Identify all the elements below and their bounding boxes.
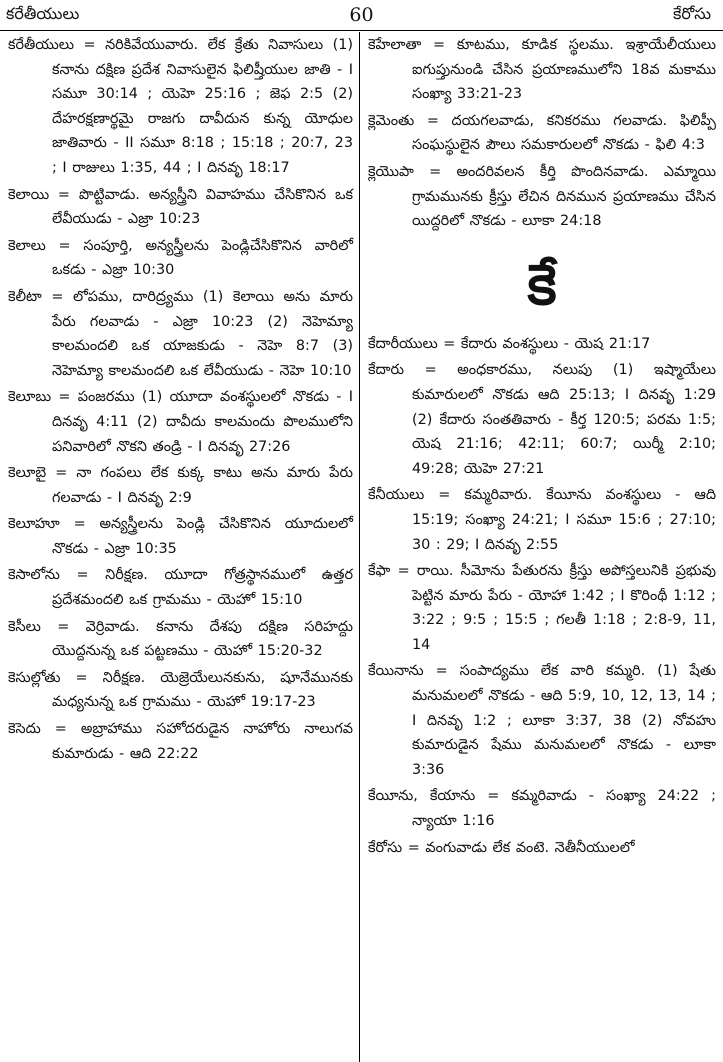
left-column [8,33,353,768]
right-column [368,33,716,862]
dictionary-entry: కెలూబు = పంజరము (1) యూదా వంశస్థులలో నొకడు - I దినవృ 4:11 (2) దావీదు కాలమందు పొలములోని పనివారిలో నొకని తండ్రి - I దినవృ 27:26 [8,389,353,455]
dictionary-entry: కేదారు = అంధకారము, నలుపు (1) ఇష్మాయేలు కుమారులలో నొకడు ఆది 25:13; I దినవృ 1:29 (2) కేదారు సంతతివారు - కీర్త 120:5; పరమ 1:5; యెష 21:16; 42:11; 60:7; యిర్మీ 2:10; 49:28; యెహె 27:21 [368,362,716,477]
dictionary-entry: కేయినాను = సంపాద్యము లేక వారి కమ్మరి. (1) షేతు మనుమలలో నొకడు - ఆది 5:9, 10, 12, 13, 14 ; I దినవృ 1:2 ; లూకా 3:37, 38 (2) నోవహు కుమారుడైన షేము మనుమలలో నొకడు - లూకా 3:36 [368,663,716,778]
dictionary-entry: కేరోసు = వంగువాడు లేక వంటె. నెతీనీయులలో [368,839,635,856]
dictionary-entry: కేనీయులు = కమ్మరివారు. కేయీను వంశస్థులు - ఆది 15:19; సంఖ్యా 24:21; I సమూ 15:6 ; 27:10; 30 : 29; I దినవృ 2:55 [368,487,716,553]
running-head-left: కరేతీయులు [6,4,80,23]
dictionary-entry: కేఫా = రాయి. సీమోను పేతురను క్రీస్తు అపోస్తలునికి ప్రభువు పెట్టిన మారు పేరు - యోహా 1:42 ; I కొరింథీ 1:12 ; 3:22 ; 9:5 ; 15:5 ; గలతీ 1:18 ; 2:8-9, 11, 14 [368,563,716,653]
dictionary-entry: కెసెదు = అబ్రాహాము సహోదరుడైన నాహోరు నాలుగవ కుమారుడు - ఆది 22:22 [8,721,353,762]
header-divider [0,30,723,31]
section-letter-heading: కే [527,252,557,318]
dictionary-entry: కెలీటా = లోపము, దారిద్ర్యము (1) కెలాయి అను మారు పేరు గలవాడు - ఎజ్రా 10:23 (2) నెహెమ్యా కాలమందలి ఒక యాజకుడు - నెహె 8:7 (3) నెహెమ్యా కాలమందలి ఒక లేవీయుడు - నెహె 10:10 [8,288,353,379]
dictionary-entry: కెలాలు = సంపూర్తి, అన్యస్త్రీలను పెండ్లిచేసికొనిన వారిలో ఒకడు - ఎజ్రా 10:30 [8,237,353,279]
dictionary-entry: క్లెమెంతు = దయగలవాడు, కనికరము గలవాడు. ఫిలిప్పీ సంఘస్థులైన పౌలు సమకారులలో నొకడు - ఫిలి 4:3 [368,112,716,154]
dictionary-entry: కెసీలు = వెర్రివాడు. కనాను దేశపు దక్షిణ సరిహద్దు యొద్దనున్న ఒక పట్టణము - యెహో 15:20-32 [8,618,353,660]
dictionary-entry: కెసుల్లోతు = నిరీక్షణ. యెజ్రెయేలునకును, షూనేమునకు మధ్యనున్న ఒక గ్రామము - యెహో 19:17-23 [8,669,353,711]
dictionary-entry: కరేతీయులు = నరికివేయువారు. లేక క్రేతు నివాసులు (1) కనాను దక్షిణ ప్రదేశ నివాసులైన ఫిలిష్తీయుల జాతి - I సమూ 30:14 ; యెహె 25:16 ; జెఫ 2:5 (2) దేహరక్షణార్థమై రాజగు దావీదున కున్న యోధుల జాతివారు - II సమూ 8:18 ; 15:18 ; 20:7, 23 ; I రాజులు 1:35, 44 ; I దినవృ 18:17 [8,37,353,176]
dictionary-entry: కెహేలాతా = కూటము, కూడిక స్థలము. ఇశ్రాయేలీయులు ఐగుప్తునుండి చేసిన ప్రయాణములోని 18వ మకాము సంఖ్యా 33:21-23 [368,37,716,103]
column-divider [359,32,360,1062]
dictionary-entry: కెలూబై = నా గంపలు లేక కుక్క కాటు అను మారు పేరు గలవాడు - I దినవృ 2:9 [8,465,353,506]
dictionary-entry: కెలూహూ = అన్యస్త్రీలను పెండ్లి చేసికొనిన యూదులలో నొకడు - ఎజ్రా 10:35 [8,516,353,557]
dictionary-entry: కేదారీయులు = కేదారు వంశస్థులు - యెష 21:17 [368,335,651,352]
running-head-right: కేరోసు [673,4,711,23]
page-header [0,0,723,32]
dictionary-entry: క్లెయొపా = అందరివలన కీర్తి పొందినవాడు. ఎమ్మాయి గ్రామమునకు క్రీస్తు లేచిన దినమున ప్రయాణము చేసిన యిద్దరిలో నొకడు - లూకా 24:18 [368,163,716,230]
dictionary-entry: కెసాలోను = నిరీక్షణ. యూదా గోత్రస్థానములో ఉత్తర ప్రదేశమందలి ఒక గ్రామము - యెహో 15:10 [8,567,353,609]
dictionary-entry: కేయీను, కేయాను = కమ్మరివాడు - సంఖ్యా 24:22 ; న్యాయా 1:16 [368,788,716,830]
dictionary-entry: కెలాయి = పొట్టివాడు. అన్యస్త్రీని వివాహము చేసికొనిన ఒక లేవీయుడు - ఎజ్రా 10:23 [8,186,353,228]
page-number: 60 [349,4,374,26]
